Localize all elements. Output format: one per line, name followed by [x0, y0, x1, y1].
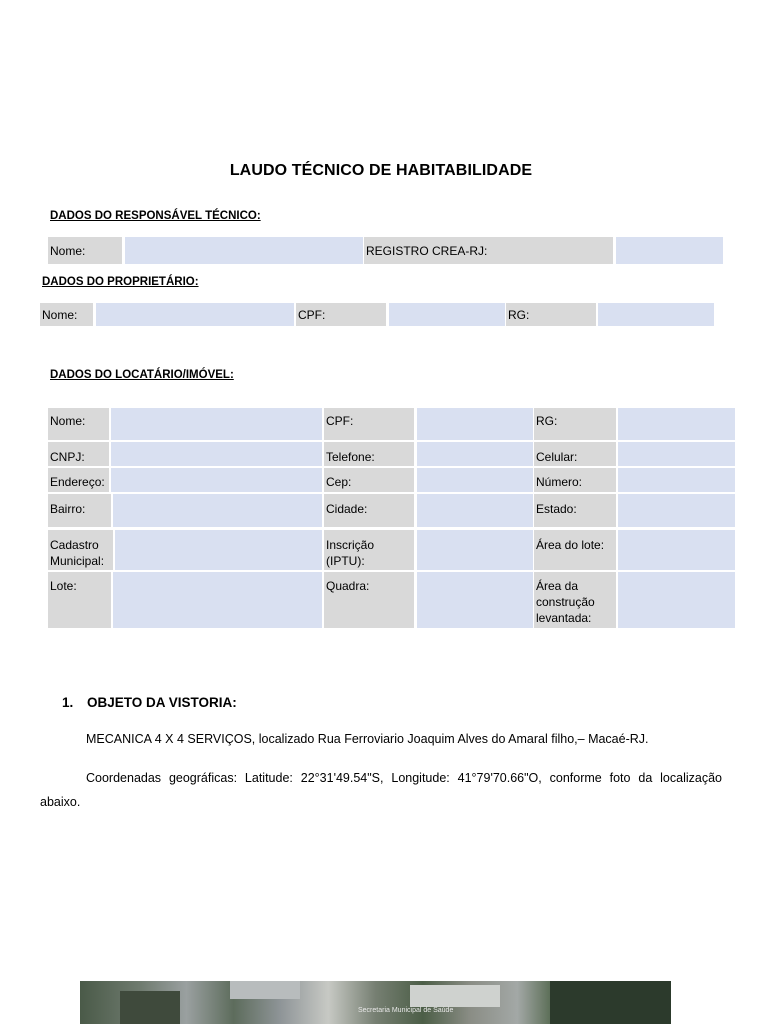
photo-vegetation [120, 991, 180, 1024]
proprietario-rg-label: RG: [506, 303, 596, 326]
locatario-cidade-field[interactable] [417, 494, 533, 527]
locatario-numero-label: Número: [534, 468, 616, 492]
section-1-title: OBJETO DA VISTORIA: [87, 695, 237, 710]
locatario-lote-label: Lote: [48, 572, 111, 628]
photo-caption: Secretaria Municipal de Saúde [358, 1007, 454, 1014]
locatario-area-construcao-field[interactable] [618, 572, 735, 628]
locatario-nome-label: Nome: [48, 408, 109, 440]
proprietario-rg-field[interactable] [598, 303, 714, 326]
photo-building-roof [230, 981, 300, 999]
locatario-quadra-field[interactable] [417, 572, 533, 628]
proprietario-nome-label: Nome: [40, 303, 93, 326]
locatario-rg-label: RG: [534, 408, 616, 440]
locatario-cadastro-label: Cadastro Municipal: [48, 530, 113, 570]
proprietario-nome-field[interactable] [96, 303, 294, 326]
section-1-heading [62, 695, 237, 710]
locatario-lote-field[interactable] [113, 572, 322, 628]
locatario-cep-label: Cep: [324, 468, 414, 492]
locatario-cpf-field[interactable] [417, 408, 533, 440]
proprietario-cpf-field[interactable] [389, 303, 505, 326]
locatario-quadra-label: Quadra: [324, 572, 414, 628]
section-proprietario-heading: DADOS DO PROPRIETÁRIO: [42, 276, 199, 288]
locatario-cadastro-field[interactable] [115, 530, 322, 570]
locatario-estado-field[interactable] [618, 494, 735, 527]
section-1-paragraph-1: MECANICA 4 X 4 SERVIÇOS, localizado Rua Ferroviario Joaquim Alves do Amaral filho,– Macaé-RJ. [86, 732, 649, 746]
locatario-telefone-label: Telefone: [324, 442, 414, 466]
section-1-paragraph-2: Coordenadas geográficas: Latitude: 22°31'49.54"S, Longitude: 41°79'70.66"O, conforme foto da localização abaixo. [40, 771, 722, 809]
locatario-estado-label: Estado: [534, 494, 616, 527]
locatario-nome-field[interactable] [111, 408, 322, 440]
page-title: LAUDO TÉCNICO DE HABITABILIDADE [229, 162, 533, 179]
locatario-cep-field[interactable] [417, 468, 533, 492]
aerial-location-photo [80, 981, 671, 1024]
locatario-area-lote-field[interactable] [618, 530, 735, 570]
section-1-number: 1. [62, 695, 74, 710]
locatario-rg-field[interactable] [618, 408, 735, 440]
locatario-area-construcao-label: Área da construção levantada: [534, 572, 616, 628]
responsavel-nome-label: Nome: [48, 237, 122, 264]
locatario-endereco-field[interactable] [111, 468, 322, 492]
section-locatario-heading: DADOS DO LOCATÁRIO/IMÓVEL: [50, 369, 234, 381]
section-responsavel-heading: DADOS DO RESPONSÁVEL TÉCNICO: [50, 210, 261, 222]
locatario-cpf-label: CPF: [324, 408, 414, 440]
locatario-cnpj-label: CNPJ: [48, 442, 109, 466]
locatario-bairro-label: Bairro: [48, 494, 111, 527]
proprietario-cpf-label: CPF: [296, 303, 386, 326]
responsavel-nome-field[interactable] [125, 237, 363, 264]
locatario-cnpj-field[interactable] [111, 442, 322, 466]
locatario-inscricao-field[interactable] [417, 530, 533, 570]
locatario-endereco-label: Endereço: [48, 468, 109, 492]
responsavel-crea-field[interactable] [616, 237, 723, 264]
locatario-telefone-field[interactable] [417, 442, 533, 466]
locatario-celular-field[interactable] [618, 442, 735, 466]
responsavel-crea-label: REGISTRO CREA-RJ: [364, 237, 613, 264]
locatario-bairro-field[interactable] [113, 494, 322, 527]
locatario-cidade-label: Cidade: [324, 494, 414, 527]
photo-building-roof [410, 985, 500, 1007]
locatario-inscricao-label: Inscrição (IPTU): [324, 530, 414, 570]
locatario-numero-field[interactable] [618, 468, 735, 492]
locatario-celular-label: Celular: [534, 442, 616, 466]
photo-vegetation [550, 981, 671, 1024]
locatario-area-lote-label: Área do lote: [534, 530, 616, 570]
